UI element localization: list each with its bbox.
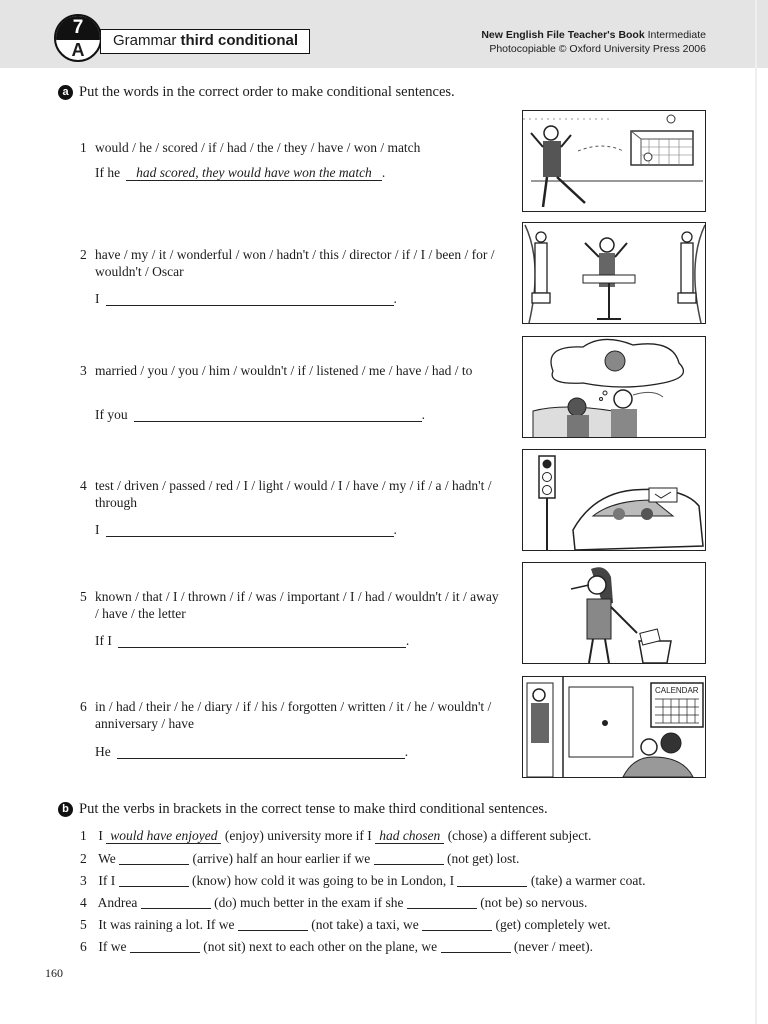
- section-b-marker: b: [58, 802, 73, 817]
- item-scrambled-words: married / you / you / him / wouldn't / if / listened / me / have / had / to: [95, 363, 473, 378]
- exercise-b-row-1: [80, 828, 720, 844]
- row-number: 2: [80, 851, 87, 866]
- answer-prefix: If he: [95, 165, 121, 180]
- answer-suffix: .: [404, 744, 409, 759]
- answer-blank: [457, 872, 527, 887]
- item-4-words: [80, 477, 500, 511]
- answer-blank: [119, 872, 189, 887]
- answer-line: [118, 632, 406, 648]
- item-5-words: [80, 588, 500, 622]
- answer-blank: [441, 938, 511, 953]
- item-number: 1: [80, 140, 87, 155]
- row-text-1: Andrea: [97, 895, 138, 910]
- row-text-3: (not get) lost.: [446, 851, 520, 866]
- exercise-b-row-2: [80, 850, 720, 867]
- row-text-2: (arrive) half an hour earlier if we: [192, 851, 371, 866]
- woman-bin-cartoon: [522, 562, 706, 664]
- answer-blank: [374, 850, 444, 865]
- publisher-level: Intermediate: [644, 29, 706, 41]
- title-prefix: Grammar: [113, 32, 177, 49]
- row-text-2: (know) how cold it was going to be in London, I: [192, 873, 455, 888]
- item-number: 5: [80, 589, 87, 604]
- answer-suffix: .: [393, 291, 397, 306]
- row-number: 4: [80, 895, 87, 910]
- row-text-1: It was raining a lot. If we: [98, 917, 235, 932]
- row-number: 6: [80, 939, 87, 954]
- item-scrambled-words: would / he / scored / if / had / the / they / have / won / match: [95, 140, 421, 155]
- publisher-info: [481, 28, 706, 56]
- exercise-b-row-5: [80, 916, 720, 933]
- section-a-instruction: Put the words in the correct order to make conditional sentences.: [79, 84, 455, 100]
- example-answer-1: would have enjoyed: [106, 828, 221, 844]
- item-3-words: [80, 362, 500, 379]
- answer-blank: [141, 894, 211, 909]
- answer-suffix: .: [381, 165, 386, 180]
- answer-blank: [119, 850, 189, 865]
- exercise-b-row-3: [80, 872, 720, 889]
- row-text-3: (take) a warmer coat.: [530, 873, 646, 888]
- row-text-3: (get) completely wet.: [495, 917, 611, 932]
- answer-prefix: If you: [95, 407, 128, 422]
- answer-suffix: .: [421, 407, 425, 422]
- answer-line: [134, 406, 422, 422]
- calendar-anniversary-cartoon: [522, 676, 706, 778]
- row-text-3: (never / meet).: [513, 939, 594, 954]
- row-text-1: If we: [98, 939, 127, 954]
- section-a-marker: a: [58, 85, 73, 100]
- title-topic: third conditional: [180, 32, 299, 49]
- row-text-1: I: [98, 828, 103, 843]
- item-1-answer: [95, 165, 385, 181]
- row-number: 3: [80, 873, 87, 888]
- row-text-2: (not take) a taxi, we: [311, 917, 419, 932]
- item-number: 6: [80, 699, 87, 714]
- item-number: 3: [80, 363, 87, 378]
- unit-number: 7: [56, 16, 100, 40]
- row-text-1: If I: [98, 873, 116, 888]
- section-b-heading: [58, 801, 548, 818]
- item-scrambled-words: test / driven / passed / red / I / light / would / I / have / my / if / a / hadn't / through: [95, 478, 492, 510]
- traffic-light-car-cartoon: [522, 449, 706, 551]
- row-text-2: (not sit) next to each other on the plane, we: [203, 939, 438, 954]
- item-5-answer: [95, 632, 409, 649]
- item-2-words: [80, 246, 500, 280]
- answer-prefix: He: [95, 744, 111, 759]
- calendar-label: CALENDAR: [655, 686, 699, 695]
- example-answer-2: had chosen: [375, 828, 444, 844]
- row-text-3: (not be) so nervous.: [480, 895, 588, 910]
- exercise-b-row-4: [80, 894, 720, 911]
- answer-prefix: I: [95, 291, 100, 306]
- section-a-heading: [58, 84, 455, 101]
- exercise-b-row-6: [80, 938, 720, 955]
- example-answer: had scored, they would have won the match: [126, 165, 382, 181]
- answer-blank: [238, 916, 308, 931]
- item-3-answer: [95, 406, 425, 423]
- row-text-2: (do) much better in the exam if she: [214, 895, 404, 910]
- answer-suffix: .: [393, 522, 397, 537]
- item-number: 4: [80, 478, 87, 493]
- item-4-answer: [95, 521, 397, 538]
- answer-blank: [407, 894, 477, 909]
- item-scrambled-words: known / that / I / thrown / if / was / important / I / had / wouldn't / it / away / have / the letter: [95, 589, 499, 621]
- answer-suffix: .: [405, 633, 410, 648]
- item-2-answer: [95, 290, 397, 307]
- football-cartoon: [522, 110, 706, 212]
- item-scrambled-words: have / my / it / wonderful / won / hadn't / this / director / if / I / been / for / wouldn't / Oscar: [95, 247, 495, 279]
- answer-blank: [130, 938, 200, 953]
- answer-prefix: I: [95, 522, 100, 537]
- item-6-words: [80, 698, 500, 732]
- item-scrambled-words: in / had / their / he / diary / if / his / forgotten / written / it / he / wouldn't / anniversary / have: [95, 699, 492, 731]
- row-text-2: (enjoy) university more if I: [224, 828, 372, 843]
- publisher-book: New English File Teacher's Book: [481, 29, 645, 41]
- page-edge: [755, 0, 757, 1024]
- publisher-copyright: Photocopiable © Oxford University Press 2006: [489, 43, 706, 55]
- unit-badge: [54, 14, 102, 62]
- answer-blank: [422, 916, 492, 931]
- answer-line: [106, 521, 394, 537]
- item-1-words: [80, 139, 500, 156]
- page-number: 160: [45, 966, 63, 980]
- item-number: 2: [80, 247, 87, 262]
- row-number: 5: [80, 917, 87, 932]
- oscar-ceremony-cartoon: [522, 222, 706, 324]
- answer-prefix: If I: [95, 633, 112, 648]
- row-text-1: We: [98, 851, 116, 866]
- unit-letter: A: [71, 40, 85, 60]
- row-number: 1: [80, 828, 87, 843]
- answer-line: [117, 743, 405, 759]
- row-text-3: (chose) a different subject.: [447, 828, 592, 843]
- section-b-instruction: Put the verbs in brackets in the correct tense to make third conditional sentences.: [79, 801, 548, 817]
- item-6-answer: [95, 743, 408, 760]
- worksheet-title: [100, 29, 310, 54]
- couple-thinking-cartoon: [522, 336, 706, 438]
- answer-line: [106, 290, 394, 306]
